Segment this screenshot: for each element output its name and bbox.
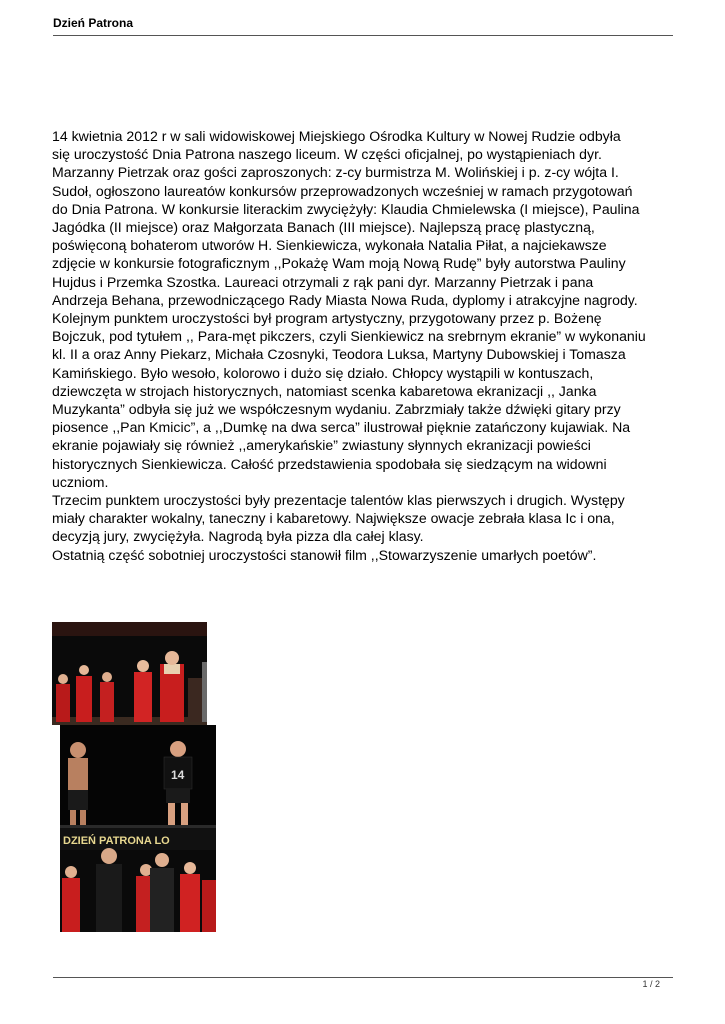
- article-body: [52, 127, 674, 564]
- page-number: 1 / 2: [642, 979, 660, 989]
- photo-banner-group: [60, 828, 216, 932]
- paragraph-2: Kolejnym punktem uroczystości był program artystyczny, przygotowany przez p. Bożenę Bojczuk, pod tytułem ,, Para-męt pikczers, czyli Sienkiewicz na srebrnym ekranie” w wykonaniu kl. II a oraz Anny Piekarz, Michała Czosnyki, Teodora Luksa, Martyny Dubowskiej i Tomasza Kamińskiego. Było wesoło, kolorowo i dużo się działo. Chłopcy wystąpili w kontuszach, dziewczęta w strojach historycznych, natomiast scenka kabaretowa ekranizacji ,, Janka Muzykanta” odbyła się już we współczesnym wydaniu. Zabrzmiały także dźwięki gitary przy piosence ,,Pan Kmicic”, a ,,Dumkę na dwa serca” ilustrował pięknie zatańczony kujawiak. Na ekranie pojawiały się również ,,amerykańskie” zwiastuny słynnych ekranizacji powieści historycznych Sienkiewicza. Całość przedstawienia spodobała się siedzącym na widowni uczniom.: [52, 310, 646, 490]
- paragraph-3: Trzecim punktem uroczystości były prezentacje talentów klas pierwszych i drugich. Występy miały charakter wokalny, taneczny i kabaretowy. Największe owacje zebrała klasa Ic i ona, decyzją jury, zwyciężyła. Nagrodą była pizza dla całej klasy.: [52, 492, 625, 545]
- svg-text:14: 14: [171, 768, 185, 782]
- photo-stage-costumes: [52, 622, 207, 725]
- paragraph-4: Ostatnią część sobotniej uroczystości stanowił film ,,Stowarzyszenie umarłych poetów”.: [52, 546, 597, 563]
- photo-banner-text: DZIEŃ PATRONA LO: [63, 835, 170, 847]
- footer-divider: [53, 977, 673, 978]
- page-title: Dzień Patrona: [53, 16, 134, 30]
- header-divider: [53, 35, 673, 36]
- photo-stage-performers: [60, 725, 216, 830]
- paragraph-1: 14 kwietnia 2012 r w sali widowiskowej Miejskiego Ośrodka Kultury w Nowej Rudzie odbyła się uroczystość Dnia Patrona naszego liceum. W części oficjalnej, po wystąpieniach dyr. Marzanny Pietrzak oraz gości zaproszonych: z-cy burmistrza M. Wolińskiej i p. z-cy wójta I. Sudoł, ogłoszono laureatów konkursów przeprowadzonych wcześniej w ramach przygotowań do Dnia Patrona. W konkursie literackim zwyciężyły: Klaudia Chmielewska (I miejsce), Paulina Jagódka (II miejsce) oraz Małgorzata Banach (III miejsce). Najlepszą pracę plastyczną, poświęconą bohaterom utworów H. Sienkiewicza, wykonała Natalia Piłat, a najciekawsze zdjęcie w konkursie fotograficznym ,,Pokażę Wam moją Nową Rudę” były autorstwa Pauliny Hujdus i Przemka Szostka. Laureaci otrzymali z rąk pani dyr. Marzanny Pietrzak i pana Andrzeja Behana, przewodniczącego Rady Miasta Nowa Ruda, dyplomy i atrakcyjne nagrody.: [52, 128, 640, 308]
